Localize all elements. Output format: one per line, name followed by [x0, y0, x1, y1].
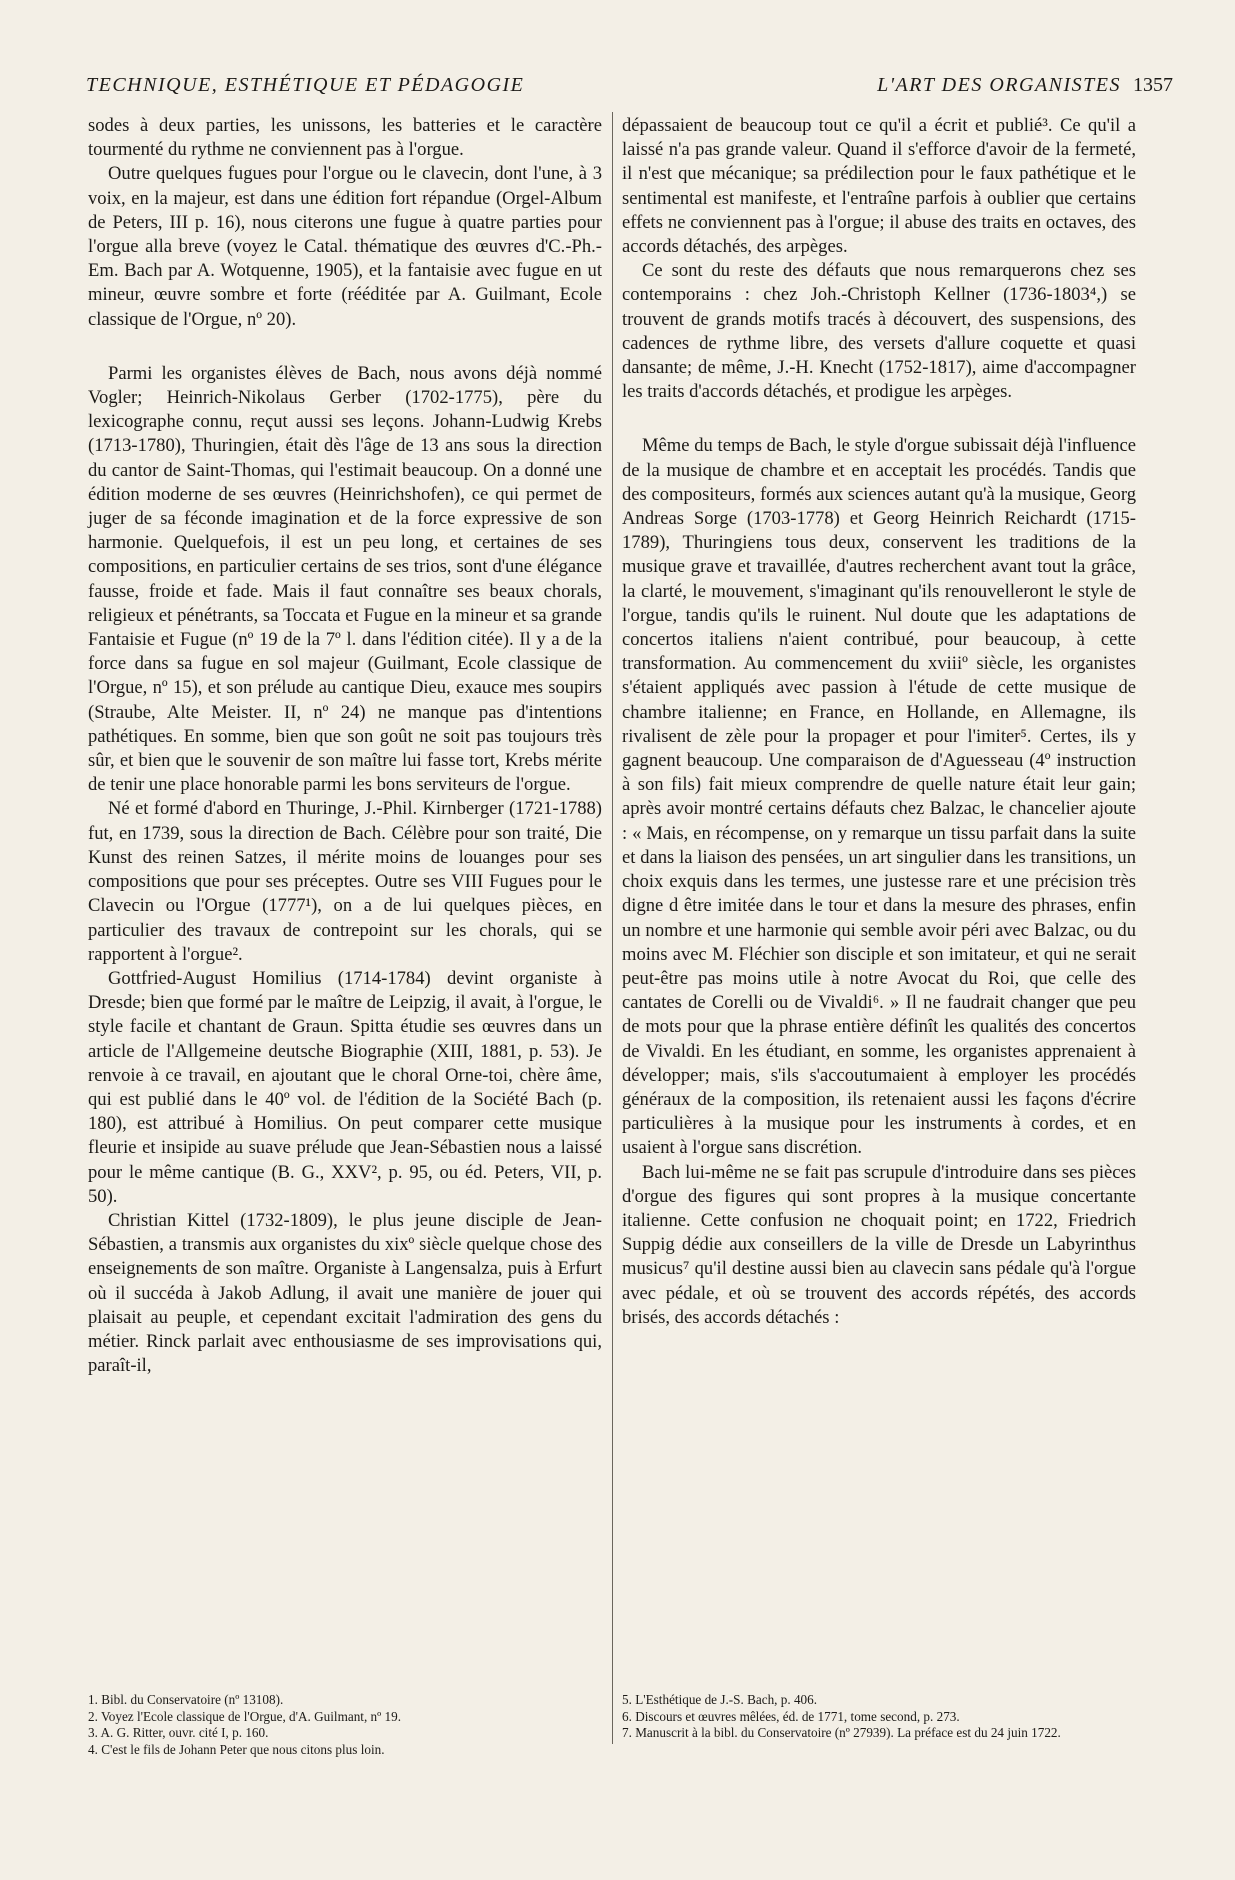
header-left-title: TECHNIQUE, ESTHÉTIQUE ET PÉDAGOGIE	[86, 74, 525, 96]
footnotes-left	[88, 1692, 602, 1758]
paragraph: dépassaient de beaucoup tout ce qu'il a écrit et publié³. Ce qu'il a laissé n'a pas grande valeur. Quand il s'efforce d'avoir de la fermeté, il n'est que mécanique; sa prédilection pour le faux pathétique et le sentimental est manifeste, et l'entraîne parfois à oublier que certains effets ne conviennent pas à l'orgue; il abuse des traits en octaves, des accords détachés, des arpèges.	[622, 115, 1136, 258]
column-divider	[612, 112, 613, 1744]
header-right	[877, 74, 1173, 97]
header-right-title: L'ART DES ORGANISTES	[877, 74, 1121, 96]
paragraph: Né et formé d'abord en Thuringe, J.-Phil. Kirnberger (1721-1788) fut, en 1739, sous la direction de Bach. Célèbre pour son traité, Die Kunst des reinen Satzes, il mérite moins de louanges pour ses compositions que pour ses préceptes. Outre ses VIII Fugues pour le Clavecin ou l'Orgue (1777¹), on a de lui quelques pièces, en particulier des travaux de contrepoint sur les chorals, qui se rapportent à l'orgue².	[88, 798, 602, 965]
running-header	[86, 74, 1173, 104]
paragraph: Outre quelques fugues pour l'orgue ou le clavecin, dont l'une, à 3 voix, en la majeur, est dans une édition fort répandue (Orgel-Album de Peters, III p. 16), nous citerons une fugue à quatre parties pour l'orgue alla breve (voyez le Catal. thématique des œuvres d'C.-Ph.-Em. Bach par A. Wotquenne, 1905), et la fantaisie avec fugue en ut mineur, œuvre sombre et forte (rééditée par A. Guilmant, Ecole classique de l'Orgue, nº 20).	[88, 163, 602, 330]
paragraph: Christian Kittel (1732-1809), le plus jeune disciple de Jean-Sébastien, a transmis aux organistes du xixº siècle quelque chose des enseignements de son maître. Organiste à Langensalza, puis à Erfurt où il succéda à Jakob Adlung, il avait une manière de jouer qui plaisait au peuple, et cependant excitait l'admiration des gens du métier. Rinck parlait avec enthousiasme de ses improvisations qui, paraît-il,	[88, 1209, 602, 1377]
footnotes-right	[622, 1692, 1136, 1742]
paragraph: Ce sont du reste des défauts que nous remarquerons chez ses contemporains : chez Joh.-Christoph Kellner (1736-1803⁴,) se trouvent de grands motifs tracés à découvert, des suspensions, des cadences de rythme libre, des versets d'allure coquette et quasi dansante; de même, J.-H. Knecht (1752-1817), aime d'accompagner les traits d'accords détachés, et prodigue les arpèges.	[622, 260, 1136, 403]
paragraph: Bach lui-même ne se fait pas scrupule d'introduire dans ses pièces d'orgue des figures qui sont propres à la musique concertante italienne. Cette confusion ne choquait point; en 1722, Friedrich Suppig dédie aux conseillers de la ville de Dresde un Labyrinthus musicus⁷ qu'il destine aussi bien au clavecin sans pédale qu'à l'orgue avec pédale, et où se trouvent des accords répétés, des accords brisés, des accords détachés :	[622, 1161, 1136, 1328]
paragraph: Gottfried-August Homilius (1714-1784) devint organiste à Dresde; bien que formé par le maître de Leipzig, il avait, à l'orgue, le style facile et chantant de Graun. Spitta étudie ses œuvres dans un article de l'Allgemeine deutsche Biographie (XIII, 1881, p. 53). Je renvoie à ce travail, en ajoutant que le choral Orne-toi, chère âme, qui est publié dans le 40º vol. de l'édition de la Société Bach (p. 180), est attribué à Homilius. On peut comparer cette musique fleurie et insipide au suave prélude que Jean-Sébastien nous a laissé pour le même cantique (B. G., XXV², p. 95, ou éd. Peters, VII, p. 50).	[88, 967, 602, 1207]
paragraph: Parmi les organistes élèves de Bach, nous avons déjà nommé Vogler; Heinrich-Nikolaus Gerber (1702-1775), père du lexicographe connu, reçut aussi ses leçons. Johann-Ludwig Krebs (1713-1780), Thuringien, était dès l'âge de 13 ans sous la direction du cantor de Saint-Thomas, qui l'estimait beaucoup. On a donné une édition moderne de ses œuvres (Heinrichshofen), ce qui permet de juger de sa féconde imagination et de la force expressive de son harmonie. Quelquefois, il est un peu long, et certaines de ses compositions, en particulier certains de ses trios, sont d'une élégance fausse, froide et fade. Mais il faut connaître ses beaux chorals, religieux et pénétrants, sa Toccata et Fugue en la mineur et sa grande Fantaisie et Fugue (nº 19 de la 7º l. dans l'édition citée). Il y a de la force dans sa fugue en sol majeur (Guilmant, Ecole classique de l'Orgue, nº 15), et son prélude au cantique Dieu, exauce mes soupirs (Straube, Alte Meister. II, nº 24) ne manque pas d'intentions pathétiques. En somme, bien que son goût ne soit pas toujours très sûr, et bien que le souvenir de son maître lui fasse tort, Krebs mérite de tenir une place honorable parmi les bons serviteurs de l'orgue.	[88, 362, 602, 796]
footnote: 1. Bibl. du Conservatoire (nº 13108).	[88, 1692, 284, 1707]
footnote: 5. L'Esthétique de J.-S. Bach, p. 406.	[622, 1692, 818, 1707]
footnote: 7. Manuscrit à la bibl. du Conservatoire (nº 27939). La préface est du 24 juin 1722.	[622, 1725, 1061, 1741]
page-number: 1357	[1133, 74, 1173, 96]
footnote: 3. A. G. Ritter, ouvr. cité I, p. 160.	[88, 1725, 269, 1741]
paragraph: sodes à deux parties, les unissons, les batteries et le caractère tourmenté du rythme ne conviennent pas à l'orgue.	[88, 115, 602, 161]
paragraph: Même du temps de Bach, le style d'orgue subissait déjà l'influence de la musique de chambre et en acceptait les procédés. Tandis que des compositeurs, formés aux sciences autant qu'à la musique, Georg Andreas Sorge (1703-1778) et Georg Heinrich Reichardt (1715-1789), Thuringiens tous deux, conservent les traditions de la musique grave et travaillée, d'autres recherchent avant tout la grâce, la clarté, le mouvement, s'imaginant qu'ils renouvelleront le style de l'orgue, tandis qu'ils le ruinent. Nul doute que les adaptations de concertos italiens n'aient contribué, pour beaucoup, à cette transformation. Au commencement du xviiiº siècle, les organistes s'étaient appliqués avec passion à l'étude de cette musique de chambre italienne; en France, en Hollande, en Allemagne, ils rivalisent de zèle pour la propager et pour l'imiter⁵. Certes, ils y gagnent beaucoup. Une comparaison de d'Aguesseau (4º instruction à son fils) fait mieux comprendre de quelle nature était leur gain; après avoir montré certains défauts chez Balzac, le chancelier ajoute : « Mais, en récompense, on y remarque un tissu parfait dans la suite et dans la liaison des pensées, un art singulier dans les transitions, un choix exquis dans les termes, une justesse rare et une précision très digne d être imitée dans le tour et dans la mesure des phrases, enfin un nombre et une harmonie qui semble avoir péri avec Balzac, ou du moins avec M. Fléchier son disciple et son imitateur, et qui ne serait peut-être pas moins utile à notre Avocat du Roi, que celle des cantates de Corelli ou de Vivaldi⁶. » Il ne faudrait changer que peu de mots pour que la phrase entière définît les qualités des concertos de Vivaldi. En les étudiant, en somme, les organistes apprenaient à développer; mais, s'ils s'accoutumaient à employer les procédés généraux de la composition, ils retenaient aussi les façons d'écrire particulières à la musique pour les instruments à cordes, et en usaient à l'orgue sans discrétion.	[622, 435, 1136, 1159]
right-column	[622, 114, 1136, 1330]
footnote: 6. Discours et œuvres mêlées, éd. de 1771, tome second, p. 273.	[622, 1708, 960, 1724]
left-column	[88, 114, 602, 1378]
footnote: 2. Voyez l'Ecole classique de l'Orgue, d'A. Guilmant, nº 19.	[88, 1708, 402, 1724]
footnote: 4. C'est le fils de Johann Peter que nous citons plus loin.	[88, 1741, 385, 1757]
